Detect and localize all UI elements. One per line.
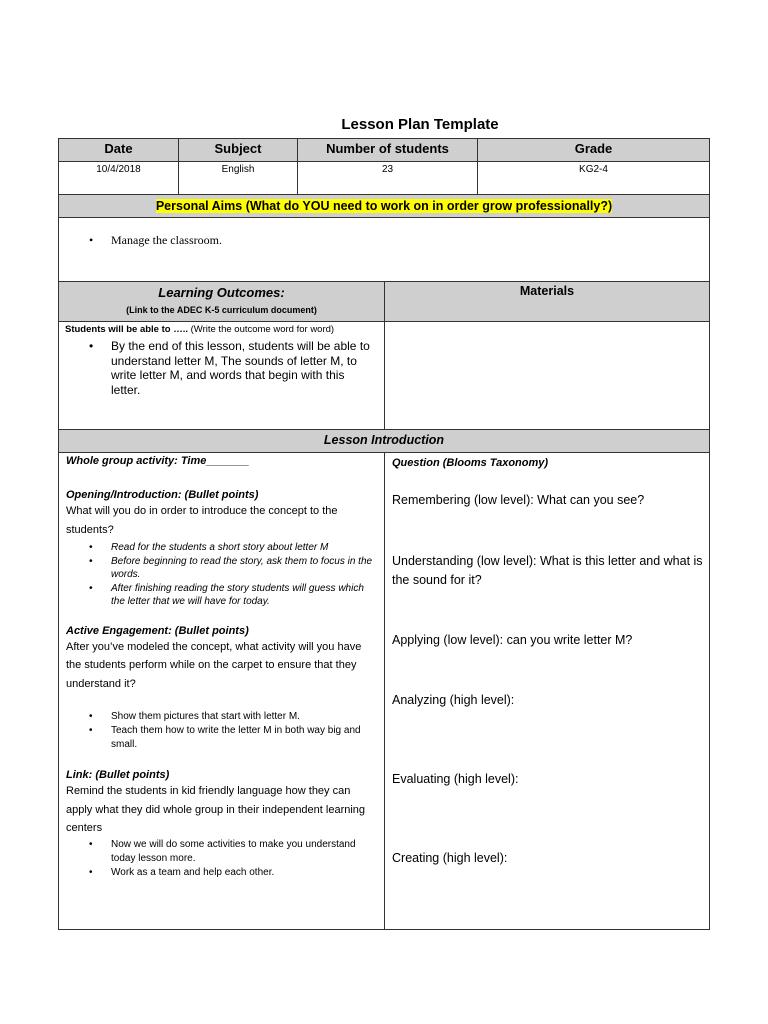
question-evaluating: Evaluating (high level): xyxy=(392,772,519,786)
value-number-of-students: 23 xyxy=(298,162,478,194)
outcome-item: • By the end of this lesson, students will be able to understand letter M, The sounds of letter M, to write letter M, and words that begin with this letter. xyxy=(59,339,377,397)
personal-aims-heading: Personal Aims (What do YOU need to work on in order grow professionally?) xyxy=(155,199,613,213)
active-engagement-item: • Show them pictures that start with letter M. xyxy=(59,710,378,724)
opening-text: What will you do in order to introduce the concept to the students? xyxy=(66,505,338,536)
materials-heading: Materials xyxy=(519,284,575,298)
question-understanding: Understanding (low level): What is this letter and what is the sound for it? xyxy=(392,554,703,587)
header-subject: Subject xyxy=(179,139,298,161)
header-table xyxy=(58,138,710,195)
opening-item: • Read for the students a short story about letter M xyxy=(59,541,378,555)
page-title: Lesson Plan Template xyxy=(341,116,499,133)
question-remembering: Remembering (low level): What can you see? xyxy=(392,493,645,507)
link-item: • Work as a team and help each other. xyxy=(59,866,378,880)
link-heading: Link: (Bullet points) xyxy=(66,769,170,781)
whole-group-activity: Whole group activity: Time_______ xyxy=(66,455,250,467)
value-grade: KG2-4 xyxy=(579,164,608,175)
learning-outcomes-heading: Learning Outcomes: xyxy=(158,285,285,300)
header-grade: Grade xyxy=(574,141,613,156)
question-heading-rest: (Blooms Taxonomy) xyxy=(442,457,549,469)
header-number-of-students: Number of students xyxy=(298,139,478,161)
lesson-introduction-heading: Lesson Introduction xyxy=(323,433,445,447)
header-date: Date xyxy=(59,139,179,161)
opening-item: • After finishing reading the story students will guess which the letter that we will have for today. xyxy=(59,582,378,609)
link-text: Remind the students in kid friendly language how they can apply what they did whole group in their independent learning centers xyxy=(66,785,366,834)
question-applying: Applying (low level): can you write letter M? xyxy=(392,633,633,647)
active-engagement-item: • Teach them how to write the letter M in both way big and small. xyxy=(59,724,378,752)
opening-item: • Before beginning to read the story, ask them to focus in the words. xyxy=(59,555,378,582)
lesson-introduction-section xyxy=(58,429,710,930)
value-date: 10/4/2018 xyxy=(59,162,179,194)
personal-aims-section xyxy=(58,194,710,282)
question-heading-prefix: Question xyxy=(392,457,443,469)
link-item: • Now we will do some activities to make you understand today lesson more. xyxy=(59,838,378,866)
value-subject: English xyxy=(179,162,298,194)
question-analyzing: Analyzing (high level): xyxy=(392,693,515,707)
learning-outcomes-section xyxy=(58,281,710,430)
students-able-note: (Write the outcome word for word) xyxy=(188,324,335,335)
question-creating: Creating (high level): xyxy=(392,851,508,865)
active-engagement-text: After you’ve modeled the concept, what activity will you have the students perform while on the carpet to ensure that they understand it? xyxy=(66,640,362,690)
personal-aim-item: • Manage the classroom. xyxy=(59,233,222,248)
active-engagement-heading: Active Engagement: (Bullet points) xyxy=(66,624,249,637)
opening-heading: Opening/Introduction: (Bullet points) xyxy=(66,489,259,501)
students-able-label: Students will be able to ….. xyxy=(65,324,188,335)
curriculum-link: (Link to the ADEC K-5 curriculum document) xyxy=(126,305,317,315)
